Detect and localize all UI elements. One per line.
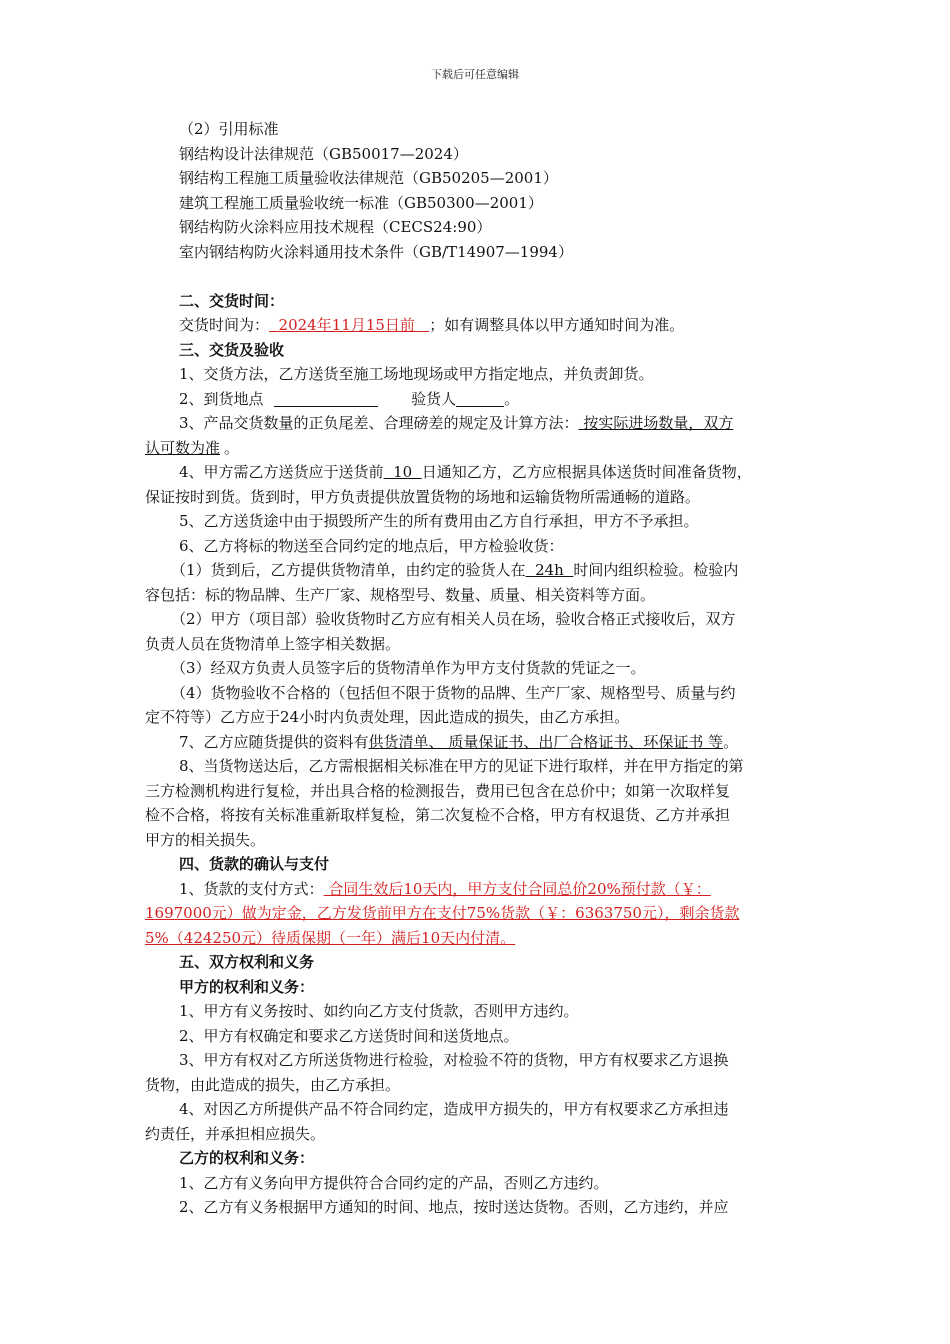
party-a-clause-3: 3、甲方有权对乙方所送货物进行检验，对检验不符的货物，甲方有权要求乙方退换 [179,1051,729,1069]
clause-3-6-1 [145,558,795,583]
party-a-clause-3-cont: 货物，由此造成的损失，由乙方承担。 [145,1075,401,1094]
payment-method-label: 1、货款的支付方式： [179,879,324,898]
standard-item: 钢结构防火涂料应用技术规程（CECS24:90） [179,218,492,236]
spacer [145,264,795,289]
inspection-hours: 24h [525,561,574,579]
payment-terms: 合同生效后10天内，甲方支付合同总价20%预付款（￥： [323,879,711,898]
clause-3-6-4: （4）货物验收不合格的（包括但不限于货物的品牌、生产厂家、规格型号、质量与约 [171,683,736,702]
standard-item: 钢结构工程施工质量验收法律规范（GB50205—2001） [179,169,558,187]
page-header: 下载后可任意编辑 [431,68,519,81]
clause-3-7-text: 7、乙方应随货提供的资料有 [179,732,369,751]
delivery-time-suffix: ；如有调整具体以甲方通知时间为准。 [429,316,685,334]
section-title-delivery-time: 二、交货时间： [179,291,285,310]
delivery-place-blank [274,390,378,407]
party-a-title: 甲方的权利和义务： [179,977,315,996]
contract-body [145,117,795,1220]
clause-3-4 [145,460,795,485]
required-documents: 供货清单、 质量保证书、出厂合格证书、环保证书 等 [368,732,724,751]
clause-3-5: 5、乙方送货途中由于损毁所产生的所有费用由乙方自行承担，甲方不予承担。 [179,512,699,530]
standard-item: 钢结构设计法律规范（GB50017—2024） [179,144,468,163]
party-b-clause-2: 2、乙方有义务根据甲方通知的时间、地点，按时送达货物。否则，乙方违约，并应 [179,1198,729,1216]
delivery-time-prefix: 交货时间为： [179,316,270,334]
delivery-place-label: 2、到货地点 [179,389,264,408]
standard-item: 室内钢结构防火涂料通用技术条件（GB/T14907—1994） [179,242,573,261]
party-a-clause-4: 4、对因乙方所提供产品不符合同约定，造成甲方损失的，甲方有权要求乙方承担违 [179,1100,729,1118]
clause-3-6-1-cont: 容包括：标的物品牌、生产厂家、规格型号、数量、质量、相关资料等方面。 [145,585,656,604]
clause-3-4-cont: 保证按时到货。货到时，甲方负责提供放置货物的场地和运输货物所需通畅的道路。 [145,487,701,506]
clause-4-1-cont [145,926,795,951]
section-title-rights: 五、双方权利和义务 [179,953,315,971]
section-title-delivery-acceptance: 三、交货及验收 [179,340,285,359]
clause-3-6-3: （3）经双方负责人员签字后的货物清单作为甲方支付货款的凭证之一。 [171,659,646,677]
notice-days: 10 [383,463,422,481]
clause-3-3-end: 。 [224,438,240,457]
inspector-blank [456,390,504,407]
clause-3-3 [145,411,795,436]
clause-3-8-cont: 检不合格，将按有关标准重新取样复检，第二次复检不合格，甲方有权退货、乙方并承担 [145,806,731,824]
clause-3-3-text: 3、产品交货数量的正负尾差、合理磅差的规定及计算方法： [179,414,579,432]
delivery-time-line [145,313,795,338]
clause-3-8-cont: 甲方的相关损失。 [145,830,266,849]
party-a-clause-4-cont: 约责任，并承担相应损失。 [145,1124,326,1143]
clause-3-6: 6、乙方将标的物送至合同约定的地点后，甲方检验收货： [179,536,564,555]
clause-3-4-text2: 日通知乙方，乙方应根据具体送货时间准备货物， [421,463,752,481]
party-a-clause-2: 2、甲方有权确定和要求乙方送货时间和送货地点。 [179,1026,519,1045]
clause-3-8-cont: 三方检测机构进行复检，并出具合格的检测报告，费用已包含在总价中；如第一次取样复 [145,781,731,800]
clause-3-6-1-text: （1）货到后，乙方提供货物清单，由约定的验货人在 [171,561,526,579]
clause-4-1 [145,877,795,902]
party-b-title: 乙方的权利和义务： [179,1149,315,1167]
clause-3-7 [145,730,795,755]
inspector-label: 验货人 [411,389,457,408]
standards-heading: （2）引用标准 [179,120,279,138]
clause-3-4-text: 4、甲方需乙方送货应于送货前 [179,463,384,481]
payment-terms-cont: 5%（424250元）待质保期（一年）满后10天内付清。 [145,928,516,947]
clause-3-3-cont [145,436,795,461]
clause-3-6-2-cont: 负责人员在货物清单上签字相关数据。 [145,634,401,653]
clause-3-8: 8、当货物送达后，乙方需根据相关标准在甲方的见证下进行取样，并在甲方指定的第 [179,757,744,775]
clause-3-1: 1、交货方法，乙方送货至施工场地现场或甲方指定地点，并负责卸货。 [179,365,654,383]
section-title-payment: 四、货款的确认与支付 [179,855,330,873]
clause-3-7-end: 。 [723,732,739,751]
party-a-clause-1: 1、甲方有义务按时、如约向乙方支付货款，否则甲方违约。 [179,1002,579,1020]
clause-4-1-cont [145,901,795,926]
party-b-clause-1: 1、乙方有义务向甲方提供符合合同约定的产品，否则乙方违约。 [179,1173,609,1192]
clause-3-6-4-cont: 定不符等）乙方应于24小时内负责处理，因此造成的损失，由乙方承担。 [145,708,630,726]
quantity-basis-cont: 认可数为准 [145,438,221,457]
standard-item: 建筑工程施工质量验收统一标准（GB50300—2001） [179,193,543,212]
payment-terms-cont: 1697000元）做为定金，乙方发货前甲方在支付75%货款（￥：6363750元），剩余货款 [145,904,740,922]
clause-3-2 [145,387,795,412]
clause-3-6-2: （2）甲方（项目部）验收货物时乙方应有相关人员在场，验收合格正式接收后，双方 [171,610,736,628]
clause-3-2-end: 。 [504,389,520,408]
delivery-date: 2024年11月15日前 [269,316,430,334]
clause-3-6-1-text2: 时间内组织检验。检验内 [573,561,739,579]
quantity-basis: 按实际进场数量，双方 [578,414,734,432]
